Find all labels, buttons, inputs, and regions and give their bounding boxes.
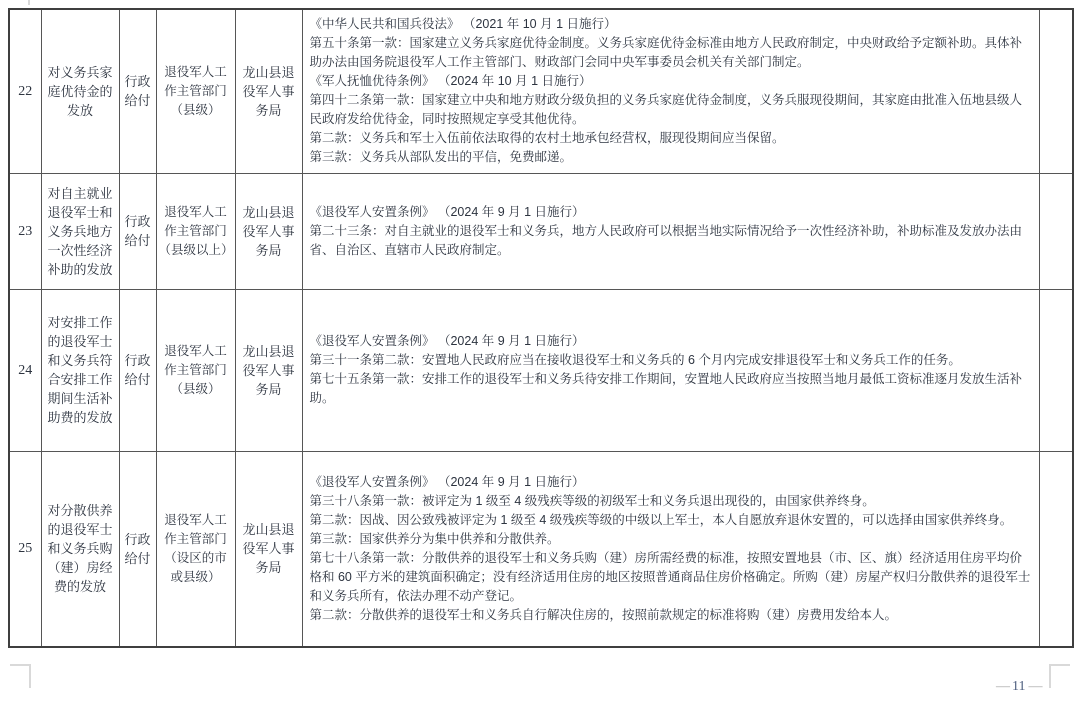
legal-line: 《军人抚恤优待条例》 （2024 年 10 月 1 日施行） xyxy=(309,74,592,89)
cell-power-type: 行政给付 xyxy=(119,9,156,173)
legal-line: 《退役军人安置条例》 （2024 年 9 月 1 日施行） xyxy=(309,334,585,348)
table-row xyxy=(9,173,1073,289)
cell-agency: 龙山县退役军人事务局 xyxy=(235,9,302,173)
legal-line: 第三十一条第二款：安置地人民政府应当在接收退役军士和义务兵的 6 个月内完成安排退役军士和义务兵工作的任务。 xyxy=(309,353,961,367)
legal-line: 《中华人民共和国兵役法》 （2021 年 10 月 1 日施行） xyxy=(309,17,617,32)
cell-authority: 退役军人工作主管部门（设区的市或县级） xyxy=(156,451,235,647)
cell-row-number: 24 xyxy=(9,289,41,451)
cell-authority: 退役军人工作主管部门（县级） xyxy=(156,9,235,173)
admin-items-table xyxy=(8,8,1074,648)
legal-line: 第五十条第一款：国家建立义务兵家庭优待金制度。义务兵家庭优待金标准由地方人民政府制定，中央财政给予定额补助。具体补助办法由国务院退役军人工作主管部门、财政部门会同中央军事委员会机关有关部门制定。 xyxy=(309,36,1023,70)
table-row xyxy=(9,289,1073,451)
cell-legal-basis xyxy=(302,451,1039,647)
legal-line: 第三十八条第一款：被评定为 1 级至 4 级残疾等级的初级军士和义务兵退出现役的，由国家供养终身。 xyxy=(309,493,875,508)
cell-blank xyxy=(1039,289,1073,451)
legal-line: 《退役军人安置条例》 （2024 年 9 月 1 日施行） xyxy=(309,474,585,489)
page-number-dash-right: — xyxy=(1028,679,1042,694)
table-row xyxy=(9,9,1073,173)
cell-blank xyxy=(1039,173,1073,289)
cell-item-name: 对自主就业退役军士和义务兵地方一次性经济补助的发放 xyxy=(41,173,119,289)
page-number-value: 11 xyxy=(1012,679,1026,694)
cell-item-name: 对分散供养的退役军士和义务兵购（建）房经费的发放 xyxy=(41,451,119,647)
legal-line: 第七十五条第一款：安排工作的退役军士和义务兵待安排工作期间，安置地人民政府应当按照当地月最低工资标准逐月发放生活补助。 xyxy=(309,372,1023,405)
cell-agency: 龙山县退役军人事务局 xyxy=(235,173,302,289)
page-number-dash-left: — xyxy=(996,679,1009,694)
cell-legal-basis xyxy=(302,9,1039,173)
legal-line: 第二十三条：对自主就业的退役军士和义务兵，地方人民政府可以根据当地实际情况给予一次性经济补助，补助标准及发放办法由省、自治区、直辖市人民政府制定。 xyxy=(309,223,1023,257)
cell-row-number: 23 xyxy=(9,173,41,289)
legal-line: 第三款：国家供养分为集中供养和分散供养。 xyxy=(309,531,560,546)
cell-power-type: 行政给付 xyxy=(119,173,156,289)
legal-line: 第三款：义务兵从部队发出的平信，免费邮递。 xyxy=(309,150,573,165)
cell-blank xyxy=(1039,9,1073,173)
cell-item-name: 对安排工作的退役军士和义务兵符合安排工作期间生活补助费的发放 xyxy=(41,289,119,451)
cell-row-number: 25 xyxy=(9,451,41,647)
cell-power-type: 行政给付 xyxy=(119,289,156,451)
cell-authority: 退役军人工作主管部门（县级） xyxy=(156,289,235,451)
legal-line: 第四十二条第一款：国家建立中央和地方财政分级负担的义务兵家庭优待金制度，义务兵服现役期间，其家庭由批准入伍地县级人民政府发给优待金，同时按照规定享受其他优待。 xyxy=(309,93,1023,127)
cell-agency: 龙山县退役军人事务局 xyxy=(235,451,302,647)
cell-item-name: 对义务兵家庭优待金的发放 xyxy=(41,9,119,173)
cell-authority: 退役军人工作主管部门（县级以上） xyxy=(156,173,235,289)
legal-line: 第二款：因战、因公致残被评定为 1 级至 4 级残疾等级的中级以上军士，本人自愿放弃退休安置的，可以选择由国家供养终身。 xyxy=(309,512,1013,527)
cell-legal-basis xyxy=(302,173,1039,289)
cell-agency: 龙山县退役军人事务局 xyxy=(235,289,302,451)
corner-mark-bottom-right xyxy=(1049,664,1070,688)
cell-power-type: 行政给付 xyxy=(119,451,156,647)
legal-line: 第七十八条第一款：分散供养的退役军士和义务兵购（建）房所需经费的标准，按照安置地县（市、区、旗）经济适用住房平均价格和 60 平方米的建筑面积确定；没有经济适用住房的地区按照普通商品住房价格确定。所购（建）房屋产权归分散供养的退役军士和义务兵所有，依法办理不动产登记。 xyxy=(309,550,1031,603)
corner-mark-top-left xyxy=(28,0,30,5)
page-number xyxy=(996,679,1041,695)
legal-line: 第二款：分散供养的退役军士和义务兵自行解决住房的，按照前款规定的标准将购（建）房费用发给本人。 xyxy=(309,607,898,622)
table-row xyxy=(9,451,1073,647)
cell-legal-basis xyxy=(302,289,1039,451)
legal-line: 《退役军人安置条例》 （2024 年 9 月 1 日施行） xyxy=(309,204,585,219)
cell-blank xyxy=(1039,451,1073,647)
legal-line: 第二款：义务兵和军士入伍前依法取得的农村土地承包经营权，服现役期间应当保留。 xyxy=(309,131,785,146)
cell-row-number: 22 xyxy=(9,9,41,173)
corner-mark-bottom-left xyxy=(10,664,31,688)
